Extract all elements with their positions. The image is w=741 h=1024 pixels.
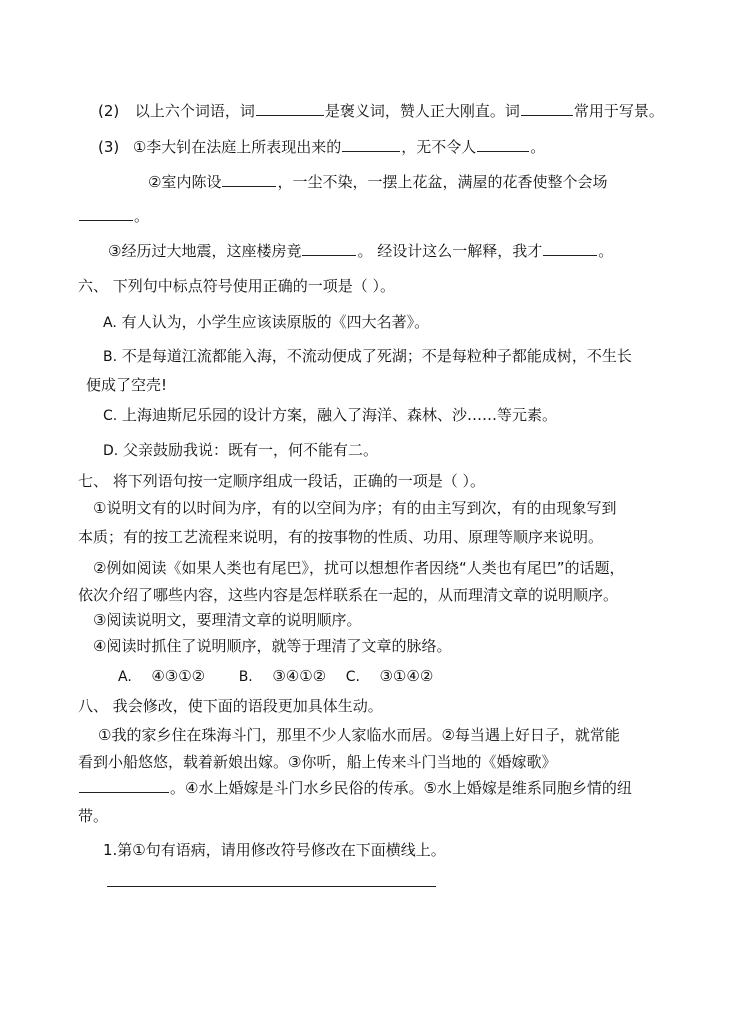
q7-option-c[interactable]	[346, 667, 434, 685]
answer-blank[interactable]	[342, 137, 400, 152]
q7-sentence-3: ③阅读说明文，要理清文章的说明顺序。	[93, 611, 362, 629]
q7-option-b[interactable]	[239, 667, 331, 685]
q7-option-a-label: A.	[118, 669, 132, 685]
answer-blank[interactable]	[543, 241, 597, 256]
q7-sentence-4: ④阅读时抓住了说明顺序，就等于理清了文章的脉络。	[93, 637, 452, 655]
q5-sub3-text-3a: 。	[134, 207, 150, 225]
q5-sub2-text-a: 以上六个词语，词	[134, 102, 255, 120]
q7-option-b-label: B.	[238, 669, 253, 685]
q5-sub3-line1	[98, 137, 545, 157]
q6-option-b[interactable]	[103, 346, 632, 367]
q5-sub3-text-1a: ①李大钊在法庭上所表现出来的	[132, 138, 342, 156]
answer-blank[interactable]	[79, 778, 169, 793]
q7-option-b-text: ③④①②	[272, 667, 327, 685]
q6-option-c-text: 上海迪斯尼乐园的设计方案，融入了海洋、森林、沙……等元素。	[122, 406, 558, 424]
q6-option-a[interactable]	[103, 312, 429, 333]
q5-sub3-text-1b: ，无不令人	[401, 138, 477, 156]
q5-sub3-text-2a: ②室内陈设	[148, 173, 222, 191]
answer-blank[interactable]	[302, 241, 356, 256]
q6-option-a-text: 有人认为，小学生应该读原版的《四大名著》。	[121, 313, 430, 331]
q8-paragraph-line1: ①我的家乡住在珠海斗门，那里不少人家临水而居。②每当遇上好日子，就常能	[98, 726, 620, 744]
q7-options	[118, 666, 433, 687]
q5-sub3-line2	[148, 172, 607, 192]
q6-option-a-label: A.	[103, 315, 117, 331]
q8-paragraph-line2: 看到小船悠悠，载着新娘出嫁。③你听，船上传来斗门当地的《婚嫁歌》	[78, 753, 557, 771]
q5-sub2-number: (2)	[98, 102, 120, 120]
q5-sub3-text-4b: 。 经设计这么一解释，我才	[357, 242, 543, 260]
q8-title: 八、 我会修改，使下面的语段更加具体生动。	[78, 697, 383, 715]
q5-sub3-line3	[78, 206, 149, 226]
q5-sub2-text-b: 是褒义词，赞人正大刚直。词	[324, 102, 520, 120]
q8-paragraph-line3	[78, 778, 632, 798]
q6-option-c[interactable]	[103, 405, 557, 426]
q6-option-b-label: B.	[103, 349, 118, 365]
q5-sub3-text-4a: ③经历过大地震，这座楼房竟	[108, 242, 302, 260]
answer-blank[interactable]	[477, 137, 529, 152]
q6-option-d-text: 父亲鼓励我说：既有一，何不能有二。	[123, 441, 379, 459]
q6-option-c-label: C.	[103, 408, 118, 424]
q5-sub3-text-1c: 。	[530, 138, 546, 156]
q6-option-d-label: D.	[103, 443, 119, 459]
q7-option-a[interactable]	[118, 667, 210, 685]
q8-paragraph-line4: 带。	[78, 807, 109, 825]
q5-sub3-text-2b: ，一尘不染，一摆上花盆，满屋的花香使整个会场	[277, 173, 608, 191]
q8-paragraph-line3-text: 。④水上婚嫁是斗门水乡民俗的传承。⑤水上婚嫁是维系同胞乡情的纽	[170, 779, 632, 797]
q7-sentence-1-line1: ①说明文有的以时间为序，有的以空间为序；有的由主写到次，有的由现象写到	[93, 499, 617, 517]
q7-option-c-label: C.	[345, 669, 360, 685]
q6-option-b-line2: 便成了空壳!	[86, 376, 168, 394]
q6-option-b-text-1: 不是每道江流都能入海，不流动便成了死湖；不是每粒种子都能成树，不生长	[121, 347, 632, 365]
q5-sub3-text-4c: 。	[598, 242, 614, 260]
q6-title: 六、 下列句中标点符号使用正确的一项是（ ）。	[78, 277, 396, 295]
q7-sentence-2-line2: 依次介绍了哪些内容，这些内容是怎样联系在一起的，从而理清文章的说明顺序。	[78, 586, 619, 604]
q7-sentence-1-line2: 本质；有的按工艺流程来说明，有的按事物的性质、功用、原理等顺序来说明。	[78, 528, 604, 546]
q7-sentence-2-line1: ②例如阅读《如果人类也有尾巴》，扰可以想想作者因绕“人类也有尾巴”的话题，	[93, 559, 625, 577]
q5-sub3-line4	[108, 241, 613, 261]
q7-option-a-text: ④③①②	[151, 667, 206, 685]
answer-blank[interactable]	[222, 172, 276, 187]
q8-answer-line[interactable]	[107, 886, 436, 887]
q6-option-d[interactable]	[103, 440, 378, 461]
q7-option-c-text: ③①④②	[379, 667, 434, 685]
q5-sub3-number: (3)	[98, 138, 120, 156]
answer-blank[interactable]	[256, 101, 324, 116]
q8-sub1: 1.第①句有语病，请用修改符号修改在下面横线上。	[103, 841, 446, 859]
answer-blank[interactable]	[521, 101, 573, 116]
q7-title: 七、 将下列语句按一定顺序组成一段话，正确的一项是（ ）。	[78, 472, 486, 490]
answer-blank[interactable]	[79, 206, 133, 221]
q5-sub2-line	[98, 101, 664, 121]
q5-sub2-text-c: 常用于写景。	[573, 102, 664, 120]
